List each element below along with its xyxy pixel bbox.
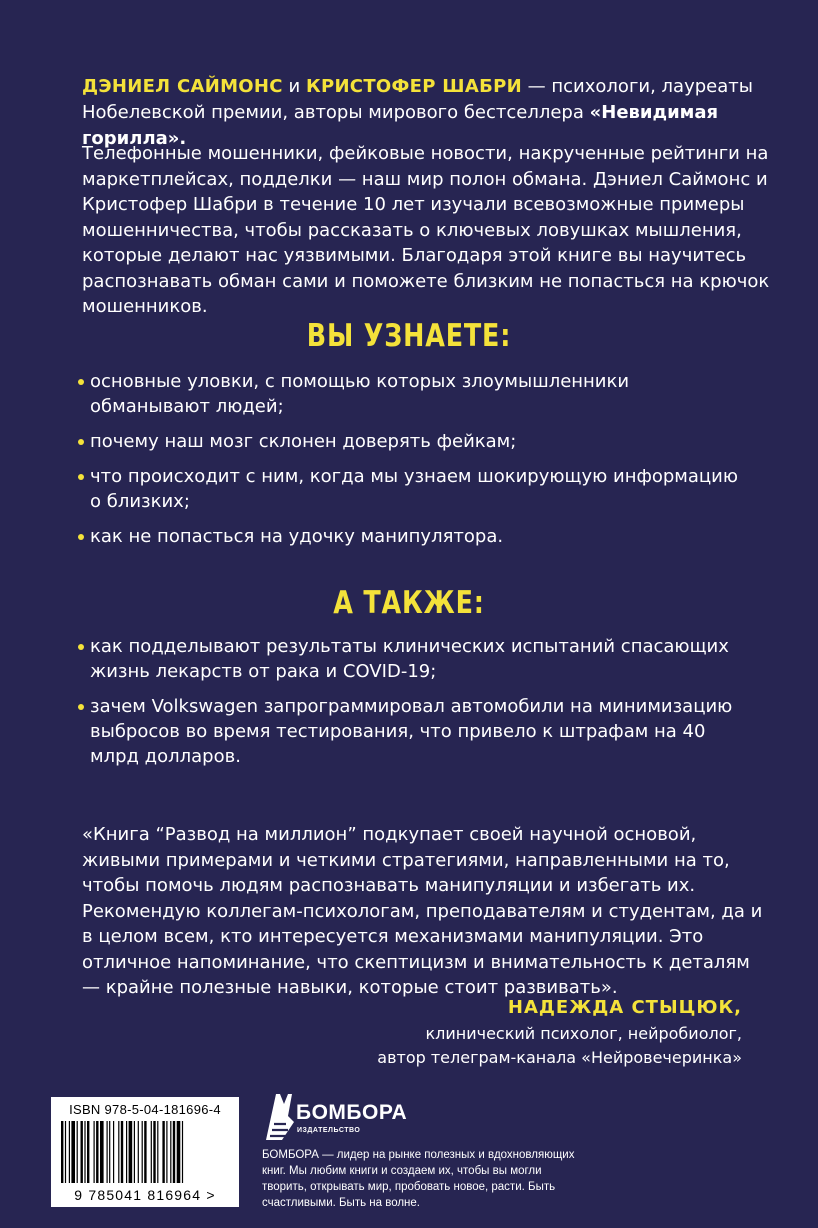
intro-conjunction: и bbox=[282, 76, 306, 97]
intro-text: — психологи, лауреаты Нобелевской премии, авторы мирового бестселлера bbox=[82, 76, 753, 123]
author-title-line: клинический психолог, нейробиолог, bbox=[425, 1024, 742, 1043]
list-item bbox=[78, 524, 738, 549]
bullet-icon bbox=[78, 439, 84, 445]
bullet-icon bbox=[78, 704, 84, 710]
list-item bbox=[78, 694, 738, 769]
also-list bbox=[78, 634, 738, 779]
publisher-blurb: БОМБОРА — лидер на рынке полезных и вдохновляющих книг. Мы любим книги и создаем их, чтобы вы могли творить, открывать мир, пробовать новое, расти. Быть счастливыми. Быть на волне. bbox=[262, 1149, 575, 1209]
author-name-2: КРИСТОФЕР ШАБРИ bbox=[305, 76, 522, 97]
learn-list bbox=[78, 369, 738, 559]
review-author-name: НАДЕЖДА СТЫЦЮК, bbox=[507, 997, 742, 1018]
publisher-logo-name: БОМБОРА bbox=[296, 1101, 408, 1124]
author-name-1: ДЭНИЕЛ САЙМОНС bbox=[82, 76, 283, 97]
list-item bbox=[78, 464, 738, 514]
list-item bbox=[78, 634, 738, 684]
book-description: Телефонные мошенники, фейковые новости, накрученные рейтинги на маркетплейсах, подделки — наш мир полон обмана. Дэниел Саймонс и Кристофер Шабри в течение 10 лет изучали всевозможные примеры мошенничества, чтобы рассказать о ключевых ловушках мышления, которые делают нас уязвимыми. Благодаря этой книге вы научитесь распознавать обман сами и поможете близким не попасться на крючок мошенников. bbox=[82, 143, 770, 317]
author-channel-line: автор телеграм-канала «Нейровечеринка» bbox=[377, 1048, 742, 1067]
list-item-text: почему наш мозг склонен доверять фейкам; bbox=[90, 431, 517, 452]
list-item-text: зачем Volkswagen запрограммировал автомобили на минимизацию выбросов во время тестирования, что привело к штрафам на 40 млрд долларов. bbox=[90, 696, 733, 767]
list-item-text: как подделывают результаты клинических испытаний спасающих жизнь лекарств от рака и COVID-19; bbox=[90, 636, 729, 682]
bullet-icon bbox=[78, 534, 84, 540]
list-item bbox=[78, 369, 738, 419]
section-heading-learn: ВЫ УЗНАЕТЕ: bbox=[306, 318, 512, 354]
bullet-icon bbox=[78, 644, 84, 650]
barcode-digits: 9 785041 816964 > bbox=[74, 1187, 216, 1203]
list-item bbox=[78, 429, 738, 454]
bullet-icon bbox=[78, 474, 84, 480]
review-author-description bbox=[242, 1022, 742, 1070]
isbn-number: ISBN 978-5-04-181696-4 bbox=[69, 1102, 221, 1117]
section-heading-also: А ТАКЖЕ: bbox=[333, 585, 485, 621]
list-item-text: основные уловки, с помощью которых злоумышленники обманывают людей; bbox=[90, 371, 630, 417]
review-quote: «Книга “Развод на миллион” подкупает своей научной основой, живыми примерами и четкими стратегиями, направленными на то, чтобы помочь людям распознавать манипуляции и избегать их. Рекомендую коллегам-психологам, преподавателям и студентам, да и в целом всем, кто интересуется механизмами манипуляции. Это отличное напоминание, что скептицизм и внимательность к деталям — крайне полезные навыки, которые стоит развивать». bbox=[82, 824, 763, 998]
barcode bbox=[51, 1097, 239, 1207]
book-title-mention: «Невидимая горилла». bbox=[82, 102, 719, 149]
barcode-bars bbox=[59, 1121, 231, 1183]
list-item-text: как не попасться на удочку манипулятора. bbox=[90, 526, 504, 547]
bullet-icon bbox=[78, 379, 84, 385]
list-item-text: что происходит с ним, когда мы узнаем шокирующую информацию о близких; bbox=[90, 466, 738, 512]
publisher-logo-subtitle: ИЗДАТЕЛЬСТВО bbox=[297, 1127, 361, 1134]
